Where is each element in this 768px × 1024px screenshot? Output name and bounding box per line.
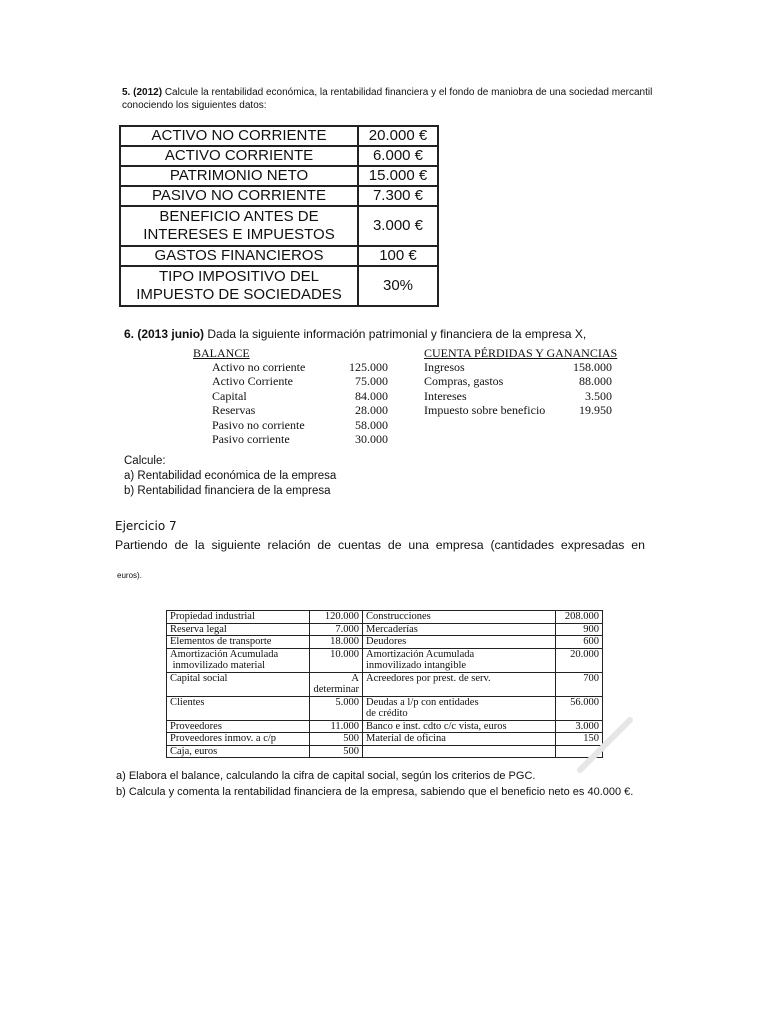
ex5-number: 5. bbox=[122, 87, 131, 98]
ex5-intro-line2: conociendo los siguientes datos: bbox=[122, 100, 267, 111]
list-item bbox=[424, 403, 612, 417]
balance-value: 30.000 bbox=[355, 431, 388, 446]
account-name: Capital social bbox=[167, 672, 310, 696]
ex5-label: PATRIMONIO NETO bbox=[120, 166, 358, 186]
list-item bbox=[212, 403, 388, 417]
table-row bbox=[120, 186, 438, 206]
account-value: 500 bbox=[310, 733, 363, 746]
balance-label: Reservas bbox=[212, 403, 256, 418]
table-row bbox=[167, 720, 603, 733]
account-name-line1: Amortización Acumulada bbox=[170, 648, 279, 660]
ex5-label-line1: BENEFICIO ANTES DE bbox=[159, 208, 319, 225]
ex5-intro bbox=[122, 86, 662, 112]
account-value: 900 bbox=[556, 623, 603, 636]
table-row bbox=[167, 733, 603, 746]
ex5-label: ACTIVO NO CORRIENTE bbox=[120, 126, 358, 146]
ex5-label: PASIVO NO CORRIENTE bbox=[120, 186, 358, 206]
ex7-question-a: a) Elabora el balance, calculando la cifra de capital social, según los criterios de PGC. bbox=[116, 770, 536, 782]
account-name-line1: Amortización Acumulada bbox=[366, 648, 475, 660]
account-name bbox=[167, 648, 310, 672]
pyg-value: 3.500 bbox=[585, 388, 612, 403]
ex5-label-line1: TIPO IMPOSITIVO DEL bbox=[158, 268, 320, 285]
table-row bbox=[167, 672, 603, 696]
account-value: 10.000 bbox=[310, 648, 363, 672]
account-name: Acreedores por prest. de serv. bbox=[363, 672, 556, 696]
ex5-value: 20.000 € bbox=[358, 126, 438, 146]
pyg-list bbox=[424, 360, 612, 418]
ex7-question-b: b) Calcula y comenta la rentabilidad financiera de la empresa, sabiendo que el beneficio neto es 40.000 €. bbox=[116, 786, 634, 798]
ex5-year: (2012) bbox=[133, 87, 163, 98]
table-row bbox=[167, 648, 603, 672]
table-row bbox=[167, 611, 603, 624]
ex7-title: Ejercicio 7 bbox=[115, 519, 177, 533]
account-name: Clientes bbox=[167, 696, 310, 720]
list-item bbox=[212, 432, 388, 446]
ex6-calc-b: b) Rentabilidad financiera de la empresa bbox=[124, 485, 331, 497]
ex7-accounts-table bbox=[166, 610, 603, 758]
balance-value: 58.000 bbox=[355, 417, 388, 432]
balance-label: Activo Corriente bbox=[212, 374, 293, 389]
ex5-data-table bbox=[119, 125, 439, 307]
balance-list bbox=[212, 360, 388, 446]
ex5-value: 6.000 € bbox=[358, 146, 438, 166]
table-row bbox=[120, 246, 438, 266]
pyg-value: 19.950 bbox=[579, 403, 612, 418]
ex5-value: 3.000 € bbox=[358, 206, 438, 246]
ex5-label-line2: IMPUESTO DE SOCIEDADES bbox=[136, 286, 342, 303]
account-value: 150 bbox=[556, 733, 603, 746]
account-value: 20.000 bbox=[556, 648, 603, 672]
ex7-statement: Partiendo de la siguiente relación de cuentas de una empresa (cantidades expresadas en bbox=[115, 538, 645, 552]
pyg-title: CUENTA PÉRDIDAS Y GANANCIAS bbox=[424, 346, 618, 360]
account-value: A determinar bbox=[310, 672, 363, 696]
balance-value: 84.000 bbox=[355, 388, 388, 403]
account-value: 5.000 bbox=[310, 696, 363, 720]
ex6-questions bbox=[124, 454, 336, 499]
pyg-label: Ingresos bbox=[424, 360, 465, 374]
account-value: 3.000 bbox=[556, 720, 603, 733]
balance-label: Pasivo corriente bbox=[212, 431, 290, 446]
table-row bbox=[120, 126, 438, 146]
account-value: 18.000 bbox=[310, 636, 363, 649]
table-row bbox=[120, 206, 438, 246]
pyg-label: Compras, gastos bbox=[424, 374, 504, 389]
watermark-mark bbox=[560, 700, 650, 790]
list-item bbox=[424, 360, 612, 374]
ex5-value: 30% bbox=[358, 266, 438, 306]
account-value: 11.000 bbox=[310, 720, 363, 733]
account-name bbox=[363, 648, 556, 672]
ex6-calc-a: a) Rentabilidad económica de la empresa bbox=[124, 470, 337, 482]
account-value: 120.000 bbox=[310, 611, 363, 624]
ex6-heading: 6. (2013 junio) bbox=[124, 327, 205, 341]
ex5-label: ACTIVO CORRIENTE bbox=[120, 146, 358, 166]
account-name: Proveedores bbox=[167, 720, 310, 733]
ex6-intro-text: Dada la siguiente información patrimonial y financiera de la empresa X, bbox=[207, 327, 587, 341]
account-name: Propiedad industrial bbox=[167, 611, 310, 624]
account-name: Reserva legal bbox=[167, 623, 310, 636]
table-row bbox=[120, 146, 438, 166]
list-item bbox=[212, 360, 388, 374]
table-row bbox=[120, 266, 438, 306]
table-row bbox=[167, 696, 603, 720]
ex5-label bbox=[120, 206, 358, 246]
account-name: Construcciones bbox=[363, 611, 556, 624]
account-name: Elementos de transporte bbox=[167, 636, 310, 649]
ex7-euros: euros). bbox=[117, 571, 142, 580]
pyg-value: 158.000 bbox=[573, 360, 612, 374]
balance-label: Activo no corriente bbox=[212, 360, 306, 374]
account-value: 500 bbox=[310, 745, 363, 758]
ex5-value: 15.000 € bbox=[358, 166, 438, 186]
list-item bbox=[212, 374, 388, 388]
balance-value: 125.000 bbox=[349, 360, 388, 374]
account-name: Mercaderías bbox=[363, 623, 556, 636]
account-name: Caja, euros bbox=[167, 745, 310, 758]
table-row bbox=[167, 636, 603, 649]
ex5-intro-line1: Calcule la rentabilidad económica, la rentabilidad financiera y el fondo de maniobra de una sociedad mercantil bbox=[164, 87, 653, 98]
list-item bbox=[424, 374, 612, 388]
account-name-line2: inmovilizado material bbox=[170, 660, 266, 671]
table-row bbox=[167, 623, 603, 636]
account-name: Deudores bbox=[363, 636, 556, 649]
account-name-line1: Deudas a l/p con entidades bbox=[366, 696, 479, 708]
pyg-label: Impuesto sobre beneficio bbox=[424, 403, 546, 418]
balance-value: 75.000 bbox=[355, 374, 388, 389]
account-name-line2: de crédito bbox=[366, 708, 408, 719]
ex6-intro bbox=[124, 327, 586, 341]
ex5-label-line2: INTERESES E IMPUESTOS bbox=[143, 226, 335, 243]
account-name bbox=[363, 696, 556, 720]
account-name: Banco e inst. cdto c/c vista, euros bbox=[363, 720, 556, 733]
ex6-calc-title: Calcule: bbox=[124, 455, 166, 467]
table-row bbox=[167, 745, 603, 758]
balance-title: BALANCE bbox=[193, 346, 250, 360]
account-name bbox=[363, 745, 556, 758]
list-item bbox=[212, 389, 388, 403]
account-name-line2: inmovilizado intangible bbox=[366, 660, 467, 671]
pyg-value: 88.000 bbox=[579, 374, 612, 389]
account-name: Proveedores inmov. a c/p bbox=[167, 733, 310, 746]
balance-value: 28.000 bbox=[355, 403, 388, 418]
list-item bbox=[212, 418, 388, 432]
ex5-label: GASTOS FINANCIEROS bbox=[120, 246, 358, 266]
account-value: 7.000 bbox=[310, 623, 363, 636]
ex5-value: 7.300 € bbox=[358, 186, 438, 206]
account-value: 700 bbox=[556, 672, 603, 696]
account-value: 600 bbox=[556, 636, 603, 649]
pyg-label: Intereses bbox=[424, 388, 467, 403]
balance-label: Capital bbox=[212, 388, 247, 403]
list-item bbox=[424, 389, 612, 403]
account-name: Material de oficina bbox=[363, 733, 556, 746]
table-row bbox=[120, 166, 438, 186]
account-value: 208.000 bbox=[556, 611, 603, 624]
ex5-label bbox=[120, 266, 358, 306]
ex7-questions bbox=[116, 768, 633, 800]
account-value: 56.000 bbox=[556, 696, 603, 720]
balance-label: Pasivo no corriente bbox=[212, 417, 305, 432]
ex5-value: 100 € bbox=[358, 246, 438, 266]
